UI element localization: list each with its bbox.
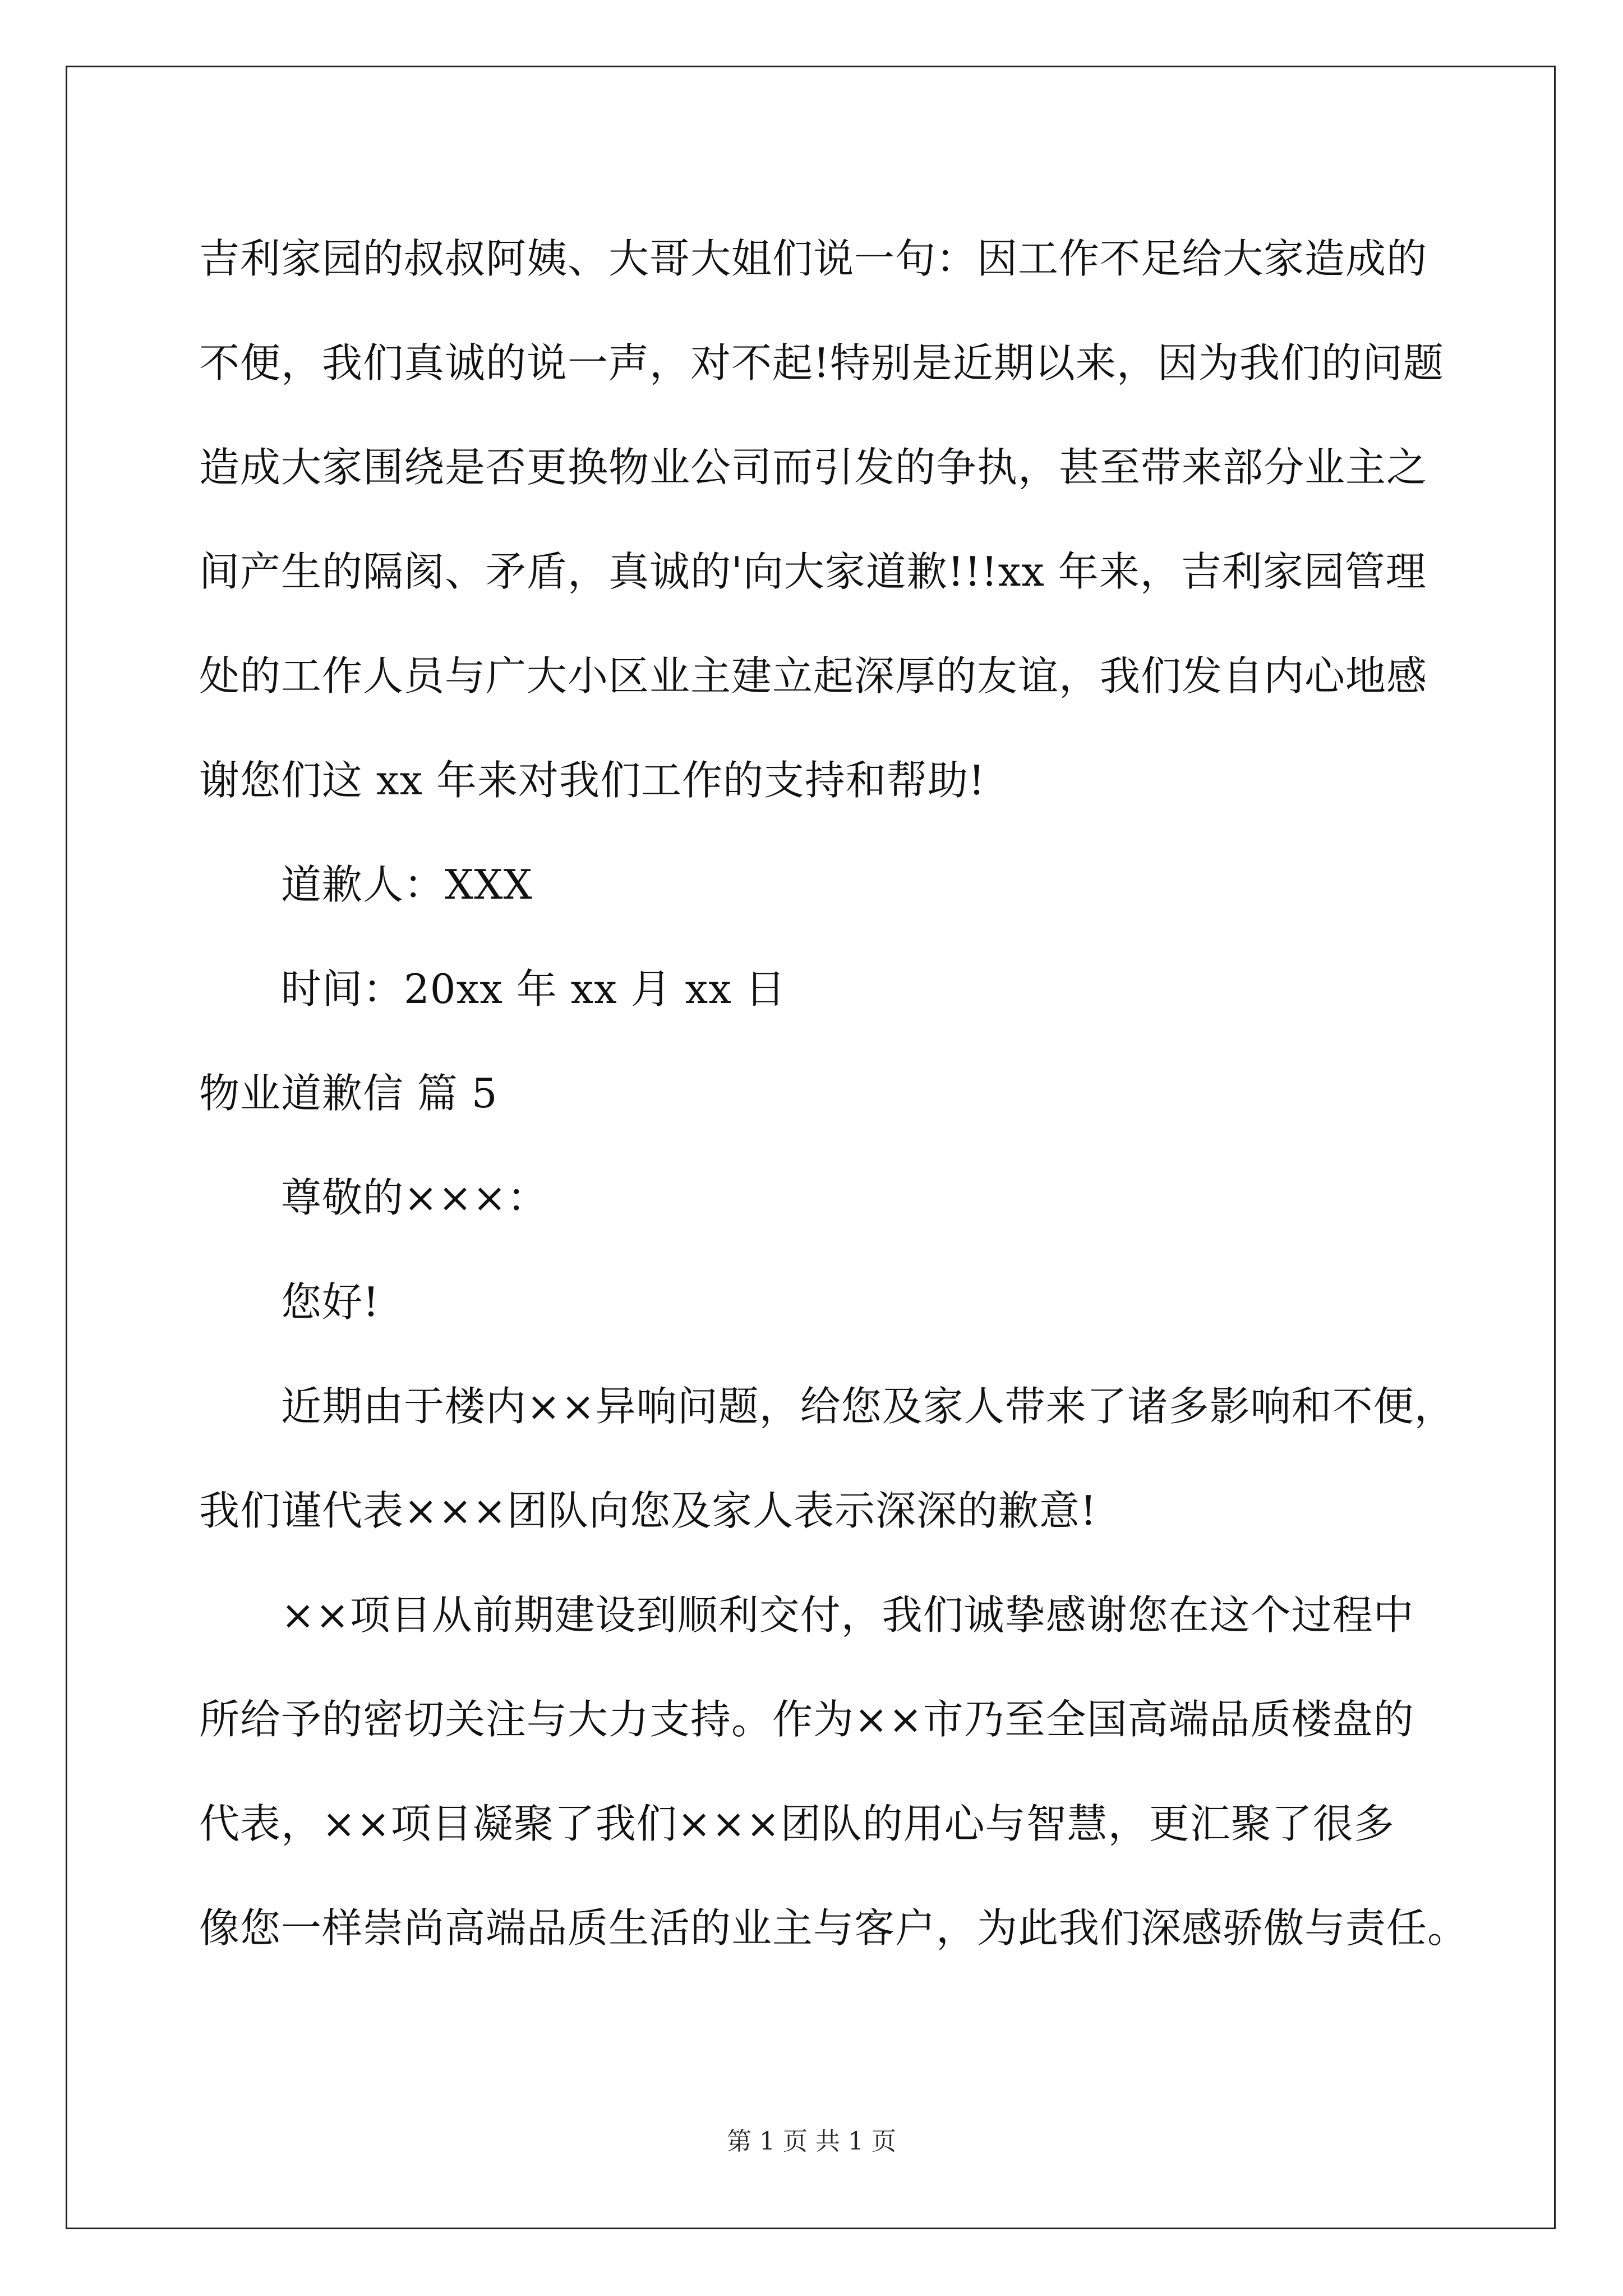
body-line: 谢您们这 xx 年来对我们工作的支持和帮助! <box>199 757 985 804</box>
paragraph-line: 像您一样崇尚高端品质生活的业主与客户，为此我们深感骄傲与责任。 <box>199 1904 1469 1952</box>
greeting: 您好! <box>281 1278 380 1326</box>
document-body <box>199 206 1469 1980</box>
signature-line: 道歉人：XXX <box>281 861 533 908</box>
paragraph-line: 所给予的密切关注与大力支持。作为××市乃至全国高端品质楼盘的 <box>199 1696 1414 1743</box>
paragraph-line: ××项目从前期建设到顺利交付，我们诚挚感谢您在这个过程中 <box>281 1591 1414 1639</box>
paragraph-line: 我们谨代表×××团队向您及家人表示深深的歉意! <box>199 1487 1097 1534</box>
salutation: 尊敬的×××： <box>281 1174 548 1221</box>
paragraph-line: 代表，××项目凝聚了我们×××团队的用心与智慧，更汇聚了很多 <box>199 1800 1395 1847</box>
body-line: 不便，我们真诚的说一声，对不起!特别是近期以来，因为我们的问题 <box>199 339 1444 386</box>
section-title: 物业道歉信 篇 5 <box>199 1070 498 1117</box>
paragraph-line: 近期由于楼内××异响问题，给您及家人带来了诸多影响和不便， <box>281 1383 1455 1430</box>
body-line: 处的工作人员与广大小区业主建立起深厚的友谊，我们发自内心地感 <box>199 652 1428 700</box>
page-footer: 第 1 页 共 1 页 <box>727 2127 896 2156</box>
body-line: 造成大家围绕是否更换物业公司而引发的争执，甚至带来部分业主之 <box>199 444 1428 491</box>
date-line: 时间：20xx 年 xx 月 xx 日 <box>281 965 786 1013</box>
body-line: 间产生的隔阂、矛盾，真诚的'向大家道歉!!!xx 年来，吉利家园管理 <box>199 548 1427 595</box>
body-line: 吉利家园的叔叔阿姨、大哥大姐们说一句：因工作不足给大家造成的 <box>199 235 1428 282</box>
